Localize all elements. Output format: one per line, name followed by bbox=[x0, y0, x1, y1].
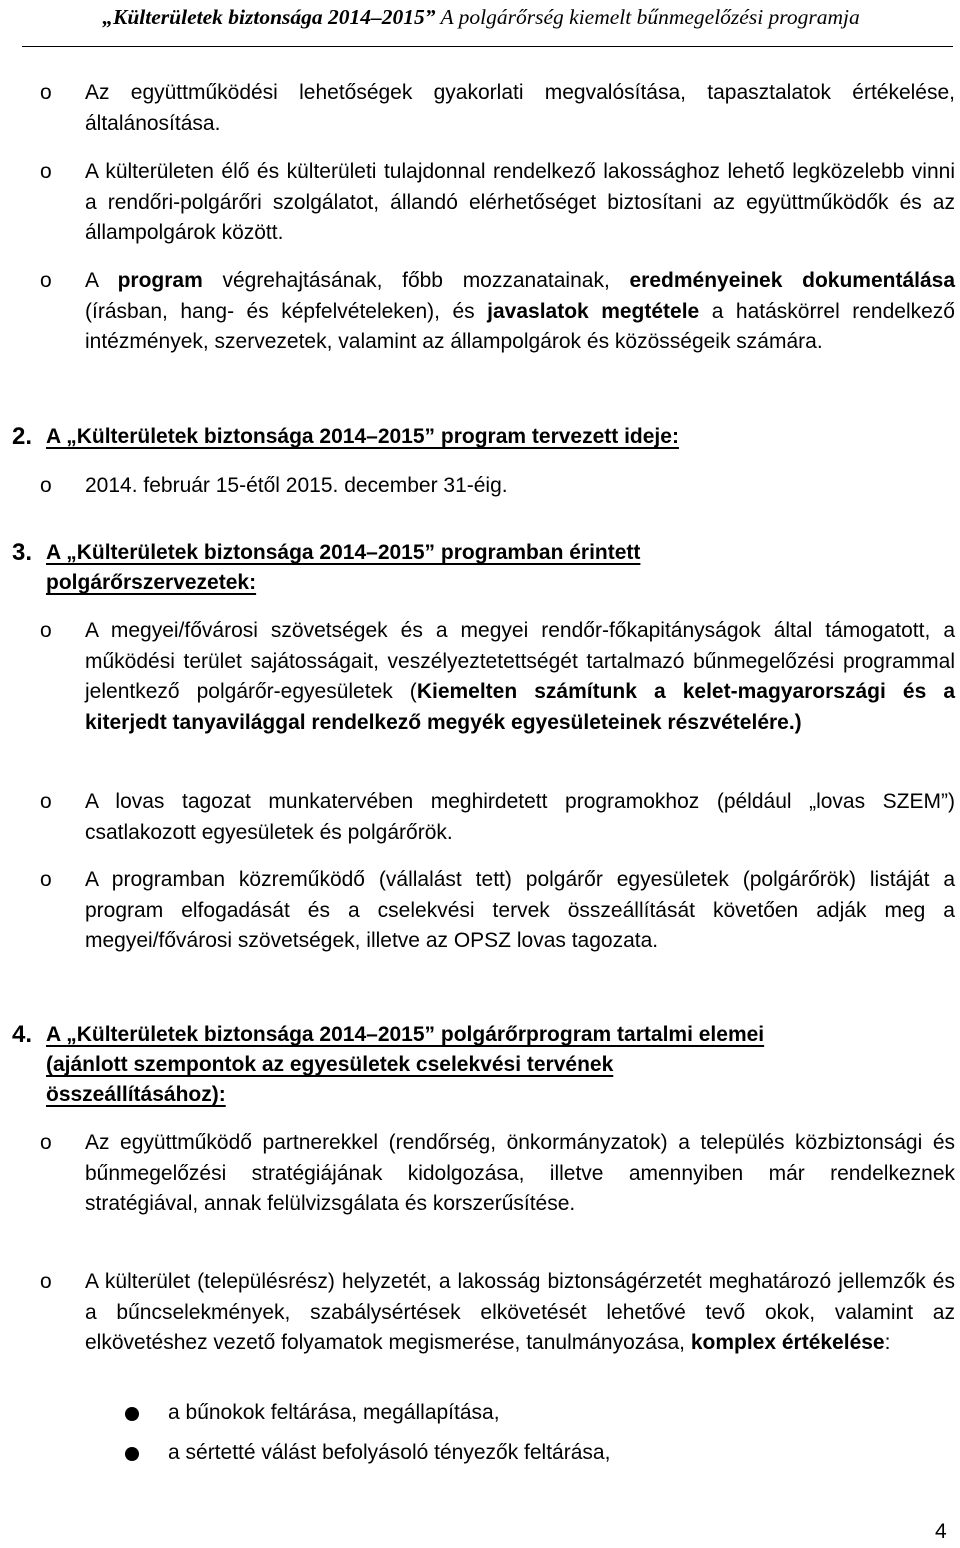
list-bullet: o bbox=[40, 1131, 52, 1154]
list-item: A külterületen élő és külterületi tulajdonnal rendelkező lakossághoz lehető legközelebb vinni a rendőri-polgárőri szolgálatot, állandó elérhetőséget biztosítani az együttműködők és az állampolgárok között. bbox=[85, 160, 955, 244]
list-item: A program végrehajtásának, főbb mozzanatainak, eredményeinek dokumentálása (írásban, hang- és képfelvételeken), és javaslatok megtétele a hatáskörrel rendelkező intézmények, szervezetek, valamint az állampolgárok és közösségeik számára. bbox=[85, 269, 955, 353]
section-title: A „Külterületek biztonsága 2014–2015” polgárőrprogram tartalmi elemei bbox=[46, 1023, 765, 1046]
list-bullet: o bbox=[40, 790, 52, 813]
list-item: 2014. február 15-étől 2015. december 31-éig. bbox=[85, 474, 508, 497]
header-subtitle: A polgárőrség kiemelt bűnmegelőzési programja bbox=[435, 5, 860, 29]
list-item: A megyei/fővárosi szövetségek és a megyei rendőr-főkapitányságok által támogatott, a működési terület sajátosságait, veszélyeztetettségét tartalmazó bűnmegelőzési programmal jelentkező polgárőr-egyesületek (Kiemelten számítunk a kelet-magyarországi és a kiterjedt tanyavilággal rendelkező megyék egyesületeinek részvételére.) bbox=[85, 619, 955, 734]
list-item: A lovas tagozat munkatervében meghirdetett programokhoz (például „lovas SZEM”) csatlakozott egyesületek és polgárőrök. bbox=[85, 790, 955, 844]
page-number: 4 bbox=[935, 1520, 947, 1543]
section-number: 2. bbox=[12, 423, 33, 450]
section-number: 4. bbox=[12, 1021, 33, 1048]
list-item: Az együttműködési lehetőségek gyakorlati megvalósítása, tapasztalatok értékelése, általánosítása. bbox=[85, 81, 955, 135]
section-title: (ajánlott szempontok az egyesületek cselekvési tervének bbox=[46, 1053, 614, 1076]
list-item: A külterület (településrész) helyzetét, a lakosság biztonságérzetét meghatározó jellemzők és a bűncselekmények, szabálysértések elkövetését lehetővé tevő okok, valamint az elkövetéshez vezető folyamatok megismerése, tanulmányozása, komplex értékelése: bbox=[85, 1270, 955, 1354]
list-bullet: o bbox=[40, 1270, 52, 1293]
sub-list-item: a bűnokok feltárása, megállapítása, bbox=[168, 1401, 500, 1424]
list-bullet: o bbox=[40, 474, 52, 497]
list-bullet: o bbox=[40, 269, 52, 292]
list-bullet: o bbox=[40, 160, 52, 183]
list-item: Az együttműködő partnerekkel (rendőrség, önkormányzatok) a település közbiztonsági és bűnmegelőzési stratégiájának kidolgozása, illetve amennyiben már rendelkeznek stratégiával, annak felülvizsgálata és korszerűsítése. bbox=[85, 1131, 955, 1215]
section-number: 3. bbox=[12, 539, 33, 566]
bullet-dot-icon bbox=[125, 1447, 139, 1461]
list-bullet: o bbox=[40, 619, 52, 642]
header-program-title: „Külterületek biztonsága 2014–2015” bbox=[102, 5, 436, 29]
section-title: A „Külterületek biztonsága 2014–2015” program tervezett ideje: bbox=[46, 425, 679, 448]
list-item: A programban közreműködő (vállalást tett) polgárőr egyesületek (polgárőrök) listáját a program elfogadását és a cselekvési tervek összeállítását követően adják meg a megyei/fővárosi szövetségek, illetve az OPSZ lovas tagozata. bbox=[85, 868, 955, 952]
section-title: polgárőrszervezetek: bbox=[46, 571, 257, 594]
section-title: A „Külterületek biztonsága 2014–2015” programban érintett bbox=[46, 541, 641, 564]
header-rule bbox=[22, 46, 953, 47]
bullet-dot-icon bbox=[125, 1407, 139, 1421]
list-bullet: o bbox=[40, 81, 52, 104]
running-header bbox=[22, 2, 940, 32]
list-bullet: o bbox=[40, 868, 52, 891]
section-title: összeállításához): bbox=[46, 1083, 226, 1106]
sub-list-item: a sértetté válást befolyásoló tényezők feltárása, bbox=[168, 1441, 611, 1464]
